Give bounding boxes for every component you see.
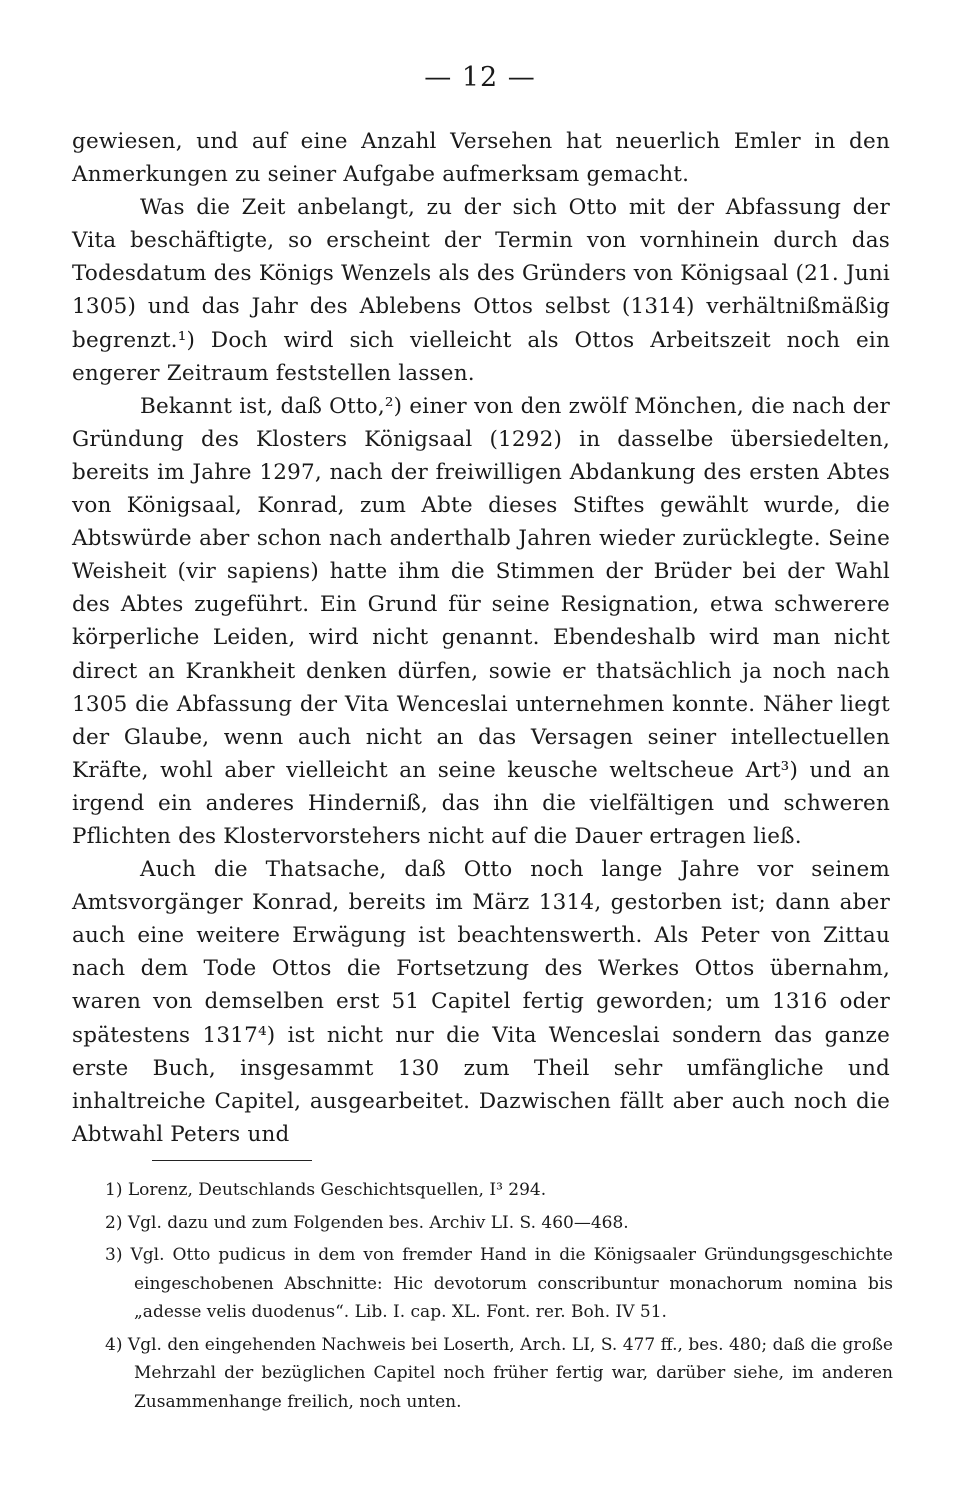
main-text: [72, 125, 890, 1151]
paragraph: Bekannt ist, daß Otto,²) einer von den zwölf Mönchen, die nach der Gründung des Klosters Königsaal (1292) in dasselbe übersiedelten, bereits im Jahre 1297, nach der freiwilligen Abdankung des ersten Abtes von Königsaal, Konrad, zum Abte dieses Stiftes gewählt wurde, die Abtswürde aber schon nach anderthalb Jahren wieder zurücklegte. Seine Weisheit (vir sapiens) hatte ihm die Stimmen der Brüder bei der Wahl des Abtes zugeführt. Ein Grund für seine Resignation, etwa schwerere körperliche Leiden, wird nicht genannt. Ebendeshalb wird man nicht direct an Krankheit denken dürfen, sowie er thatsächlich ja noch nach 1305 die Abfassung der Vita Wenceslai unternehmen konnte. Näher liegt der Glaube, wenn auch nicht an das Versagen seiner intellectuellen Kräfte, wohl aber vielleicht an seine keusche weltscheue Art³) und an irgend ein anderes Hinderniß, das ihn die vielfältigen und schweren Pflichten des Klostervorstehers nicht auf die Dauer ertragen ließ.: [72, 393, 890, 849]
footnotes: [105, 1176, 893, 1420]
footnote: 4) Vgl. den eingehenden Nachweis bei Loserth, Arch. LI, S. 477 ff., bes. 480; daß die große Mehrzahl der bezüglichen Capitel noch früher fertig war, darüber siehe, im anderen Zusammenhange freilich, noch unten.: [105, 1334, 893, 1412]
footnote: 2) Vgl. dazu und zum Folgenden bes. Archiv LI. S. 460—468.: [105, 1212, 629, 1233]
footnote-divider: [152, 1160, 312, 1161]
footnote: 1) Lorenz, Deutschlands Geschichtsquellen, I³ 294.: [105, 1180, 547, 1200]
paragraph: gewiesen, und auf eine Anzahl Versehen hat neuerlich Emler in den Anmerkungen zu seiner Aufgabe aufmerksam gemacht.: [72, 129, 890, 188]
footnote: 3) Vgl. Otto pudicus in dem von fremder Hand in die Königsaaler Gründungsgeschichte eingeschobenen Abschnitte: Hic devotorum conscribuntur monachorum nomina bis „adesse velis duodenus“. Lib. I. cap. XL. Font. rer. Boh. IV 51.: [105, 1245, 893, 1322]
page-number-header: — 12 —: [424, 62, 536, 93]
paragraph: Auch die Thatsache, daß Otto noch lange Jahre vor seinem Amtsvorgänger Konrad, bereits im März 1314, gestorben ist; dann aber auch eine weitere Erwägung ist beachtenswerth. Als Peter von Zittau nach dem Tode Ottos die Fortsetzung des Werkes Ottos übernahm, waren von demselben erst 51 Capitel fertig geworden; um 1316 oder spätestens 1317⁴) ist nicht nur die Vita Wenceslai sondern das ganze erste Buch, insgesammt 130 zum Theil sehr umfängliche und inhaltreiche Capitel, ausgearbeitet. Dazwischen fällt aber auch noch die Abtwahl Peters und: [72, 857, 890, 1147]
paragraph: Was die Zeit anbelangt, zu der sich Otto mit der Abfassung der Vita beschäftigte, so erscheint der Termin von vornhinein durch das Todesdatum des Königs Wenzels als des Gründers von Königsaal (21. Juni 1305) und das Jahr des Ablebens Ottos selbst (1314) verhältnißmäßig begrenzt.¹) Doch wird sich vielleicht als Ottos Arbeitszeit noch ein engerer Zeitraum feststellen lassen.: [72, 195, 890, 386]
